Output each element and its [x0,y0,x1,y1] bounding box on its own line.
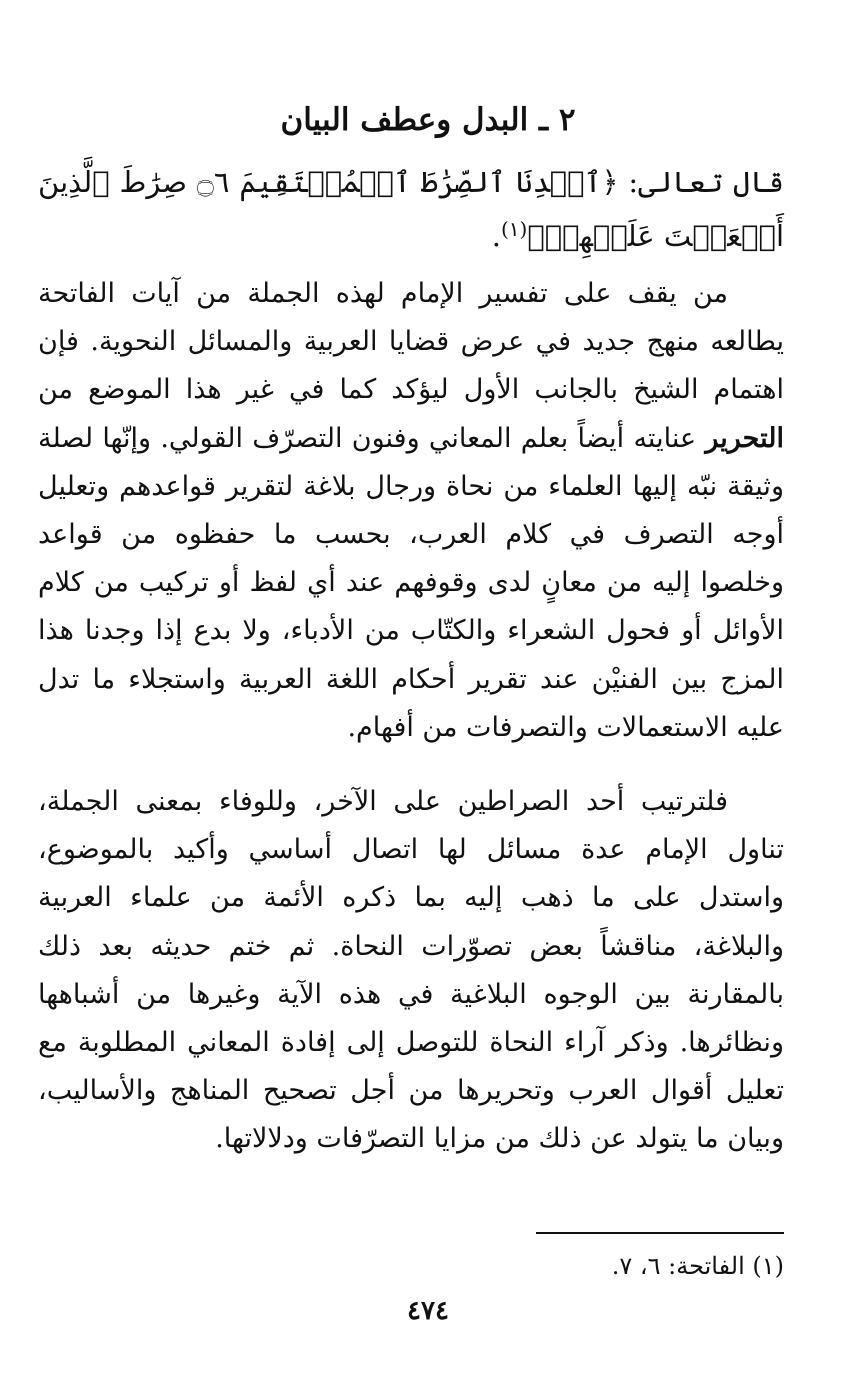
verse-text: ﴿ٱهۡدِنَا ٱلصِّرَٰطَ ٱلۡمُسۡتَقِيمَ ۝٦ صِرَٰطَ ٱلَّذِينَ أَنۡعَمۡتَ عَلَيۡهِمۡ﴾ [38,165,784,253]
page-number: ٤٧٤ [407,1296,449,1326]
paragraph-1-text-a: من يقف على تفسير الإمام لهذه الجملة من آيات الفاتحة يطالعه منهج جديد في عرض قضايا العربية والمسائل النحوية. فإن اهتمام الشيخ بالجانب الأول ليؤكد كما في غير هذا الموضع من [38,278,784,406]
paragraph-1 [38,270,784,752]
paragraph-1-text-b: عنايته أيضاً بعلم المعاني وفنون التصرّف القولي. وإنّها لصلة وثيقة نبّه إليها العلماء من نحاة ورجال بلاغة لتقرير قواعدهم وتعليل أوجه التصرف في كلام العرب، بحسب ما حفظوه من قواعد وخلصوا إليه من معانٍ لدى وقوفهم عند أي لفظ أو تركيب من كلام الأوائل أو فحول الشعراء والكتّاب من الأدباء، ولا بدع إذا وجدنا هذا المزج بين الفنيْن عند تقرير أحكام اللغة العربية واستجلاء ما تدل عليه الاستعمالات والتصرفات من أفهام. [38,422,784,743]
footnote-divider [536,1232,784,1234]
bold-term: التحرير [705,422,784,454]
paragraph-2-text: فلترتيب أحد الصراطين على الآخر، وللوفاء بمعنى الجملة، تناول الإمام عدة مسائل لها اتصال أساسي وأكيد بالموضوع، واستدل على ما ذهب إليه بما ذكره الأئمة من علماء العربية والبلاغة، مناقشاً بعض تصوّرات النحاة. ثم ختم حديثه بعد ذلك بالمقارنة بين الوجوه البلاغية في هذه الآية وغيرها من أشباهها ونظائرها. وذكر آراء النحاة للتوصل إلى إفادة المعاني المطلوبة مع تعليل أقوال العرب وتحريرها من أجل تصحيح المناهج والأساليب، وبيان ما يتولد عن ذلك من مزايا التصرّفات ودلالاتها. [38,786,784,1155]
footnote-ref: (١) [500,217,528,241]
verse-intro: قال تعالى: [618,165,784,199]
section-heading: ٢ ـ البدل وعطف البيان [280,102,576,138]
verse-end: . [491,219,501,253]
footnote: (١) الفاتحة: ٦، ٧. [611,1252,784,1280]
quran-verse [38,155,784,266]
paragraph-2 [38,778,784,1164]
